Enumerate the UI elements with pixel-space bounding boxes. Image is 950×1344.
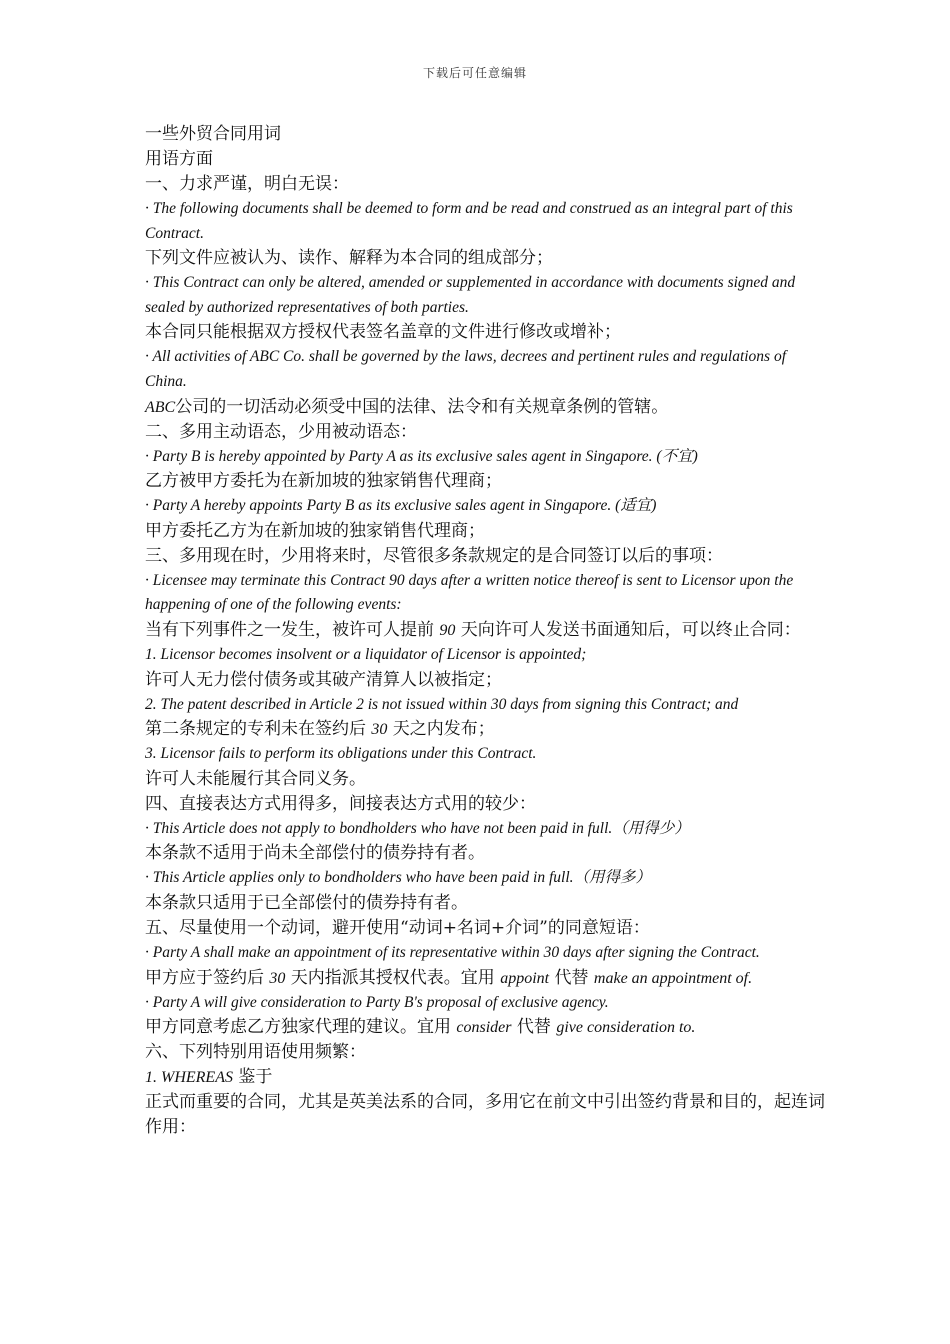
heading-2: 二、多用主动语态，少用被动语态： — [145, 421, 417, 442]
chinese-translation-8 — [145, 717, 825, 742]
heading-5: 五、尽量使用一个动词，避开使用“动词+名词+介词”的同意短语： — [145, 917, 650, 938]
heading-4: 四、直接表达方式用得多，间接表达方式用的较少： — [145, 793, 536, 814]
english-example-2: · This Contract can only be altered, amended or supplemented in accordance with documents signed and sealed by authorized representatives of both parties. — [145, 274, 796, 316]
english-example-7: 1. Licensor becomes insolvent or a liquidator of Licensor is appointed; — [145, 645, 587, 663]
chinese-translation-9: 许可人未能履行其合同义务。 — [145, 768, 366, 789]
text-run: 当有下列事件之一发生，被许可人提前 — [145, 619, 440, 640]
chinese-translation-10: 本条款不适用于尚未全部偿付的债券持有者。 — [145, 843, 485, 864]
text-run: · This Article does not apply to bondholders who have not been paid in full. — [145, 819, 613, 837]
text-run: 代替 — [511, 1017, 557, 1038]
chinese-translation-2: 本合同只能根据双方授权代表签名盖章的文件进行修改或增补； — [145, 322, 621, 343]
term-whereas — [145, 1065, 825, 1090]
english-example-8: 2. The patent described in Article 2 is not issued within 30 days from signing this Contract; and — [145, 695, 739, 713]
text-run: 鉴于 — [232, 1067, 273, 1088]
chinese-translation-11: 本条款只适用于已全部偿付的债券持有者。 — [145, 892, 468, 913]
english-term: 1. WHEREAS — [145, 1069, 233, 1087]
chinese-translation-13 — [145, 1015, 825, 1040]
section-heading: 用语方面 — [145, 149, 213, 169]
text-run: · This Article applies only to bondholders who have been paid in full. — [145, 869, 574, 887]
english-example-11 — [145, 866, 825, 891]
text-run: · Party A hereby appoints Party B as its exclusive sales agent in Singapore. ( — [145, 497, 621, 515]
english-example-13: · Party A will give consideration to Party B's proposal of exclusive agency. — [145, 993, 609, 1011]
chinese-translation-1: 下列文件应被认为、读作、解释为本合同的组成部分； — [145, 248, 553, 269]
document-body — [145, 122, 825, 1140]
chinese-translation-4: 乙方被甲方委托为在新加坡的独家销售代理商； — [145, 471, 502, 492]
text-run: 甲方应于签约后 — [145, 967, 270, 988]
number-term: 30 — [371, 721, 388, 739]
heading-1: 一、力求严谨，明白无误： — [145, 174, 349, 194]
english-example-1: · The following documents shall be deemed to form and be read and construed as an integral part of this Contract. — [145, 200, 793, 242]
english-example-10 — [145, 817, 825, 842]
abc-term: ABC — [145, 398, 176, 416]
text-run: 天内指派其授权代表。宜用 — [285, 967, 501, 988]
document-title: 一些外贸合同用词 — [145, 124, 281, 144]
english-example-4 — [145, 445, 825, 470]
chinese-translation-12 — [145, 966, 825, 991]
number-term: 90 — [439, 621, 456, 639]
text-run: 代替 — [549, 967, 594, 988]
usage-note: （用得少） — [612, 819, 690, 837]
english-term: appoint — [500, 969, 550, 987]
usage-note: （用得多） — [573, 869, 652, 887]
english-example-5 — [145, 494, 825, 519]
english-example-9: 3. Licensor fails to perform its obligations under this Contract. — [145, 745, 537, 763]
chinese-translation-6 — [145, 618, 825, 643]
heading-6: 六、下列特别用语使用频繁： — [145, 1042, 366, 1063]
text-run: ) — [651, 497, 657, 515]
english-term: consider — [456, 1019, 512, 1037]
english-example-12: · Party A shall make an appointment of its representative within 30 days after signing the Contract. — [145, 943, 760, 961]
heading-3: 三、多用现在时，少用将来时，尽管很多条款规定的是合同签订以后的事项： — [145, 545, 723, 566]
text-run: 第二条规定的专利未在签约后 — [145, 719, 372, 740]
page-header: 下载后可任意编辑 — [422, 66, 527, 80]
usage-note: 不宜 — [661, 447, 693, 465]
chinese-translation-7: 许可人无力偿付债务或其破产清算人以被指定； — [145, 669, 502, 690]
english-term: give consideration to. — [556, 1019, 696, 1037]
english-example-6: · Licensee may terminate this Contract 90 days after a written notice thereof is sent to Licensor upon the happening of one of the following events: — [145, 571, 794, 614]
chinese-translation-3 — [145, 395, 825, 420]
text-run: ) — [692, 447, 698, 465]
text-run: · Party B is hereby appointed by Party A as its exclusive sales agent in Singapore. ( — [145, 447, 662, 465]
english-term: make an appointment of. — [593, 969, 753, 987]
text-run: 公司的一切活动必须受中国的法律、法令和有关规章条例的管辖。 — [175, 396, 669, 417]
text-run: 天向许可人发送书面通知后，可以终止合同： — [455, 619, 801, 640]
usage-note: 适宜 — [620, 497, 652, 515]
text-run: 甲方同意考虑乙方独家代理的建议。宜用 — [145, 1017, 457, 1038]
english-example-3: · All activities of ABC Co. shall be governed by the laws, decrees and pertinent rules and regulations of China. — [145, 348, 787, 390]
text-run: 天之内发布； — [387, 719, 495, 740]
number-term: 30 — [269, 969, 286, 987]
chinese-translation-5: 甲方委托乙方为在新加坡的独家销售代理商； — [145, 520, 485, 541]
chinese-explanation-14: 正式而重要的合同，尤其是英美法系的合同，多用它在前文中引出签约背景和目的，起连词作用： — [145, 1092, 825, 1138]
